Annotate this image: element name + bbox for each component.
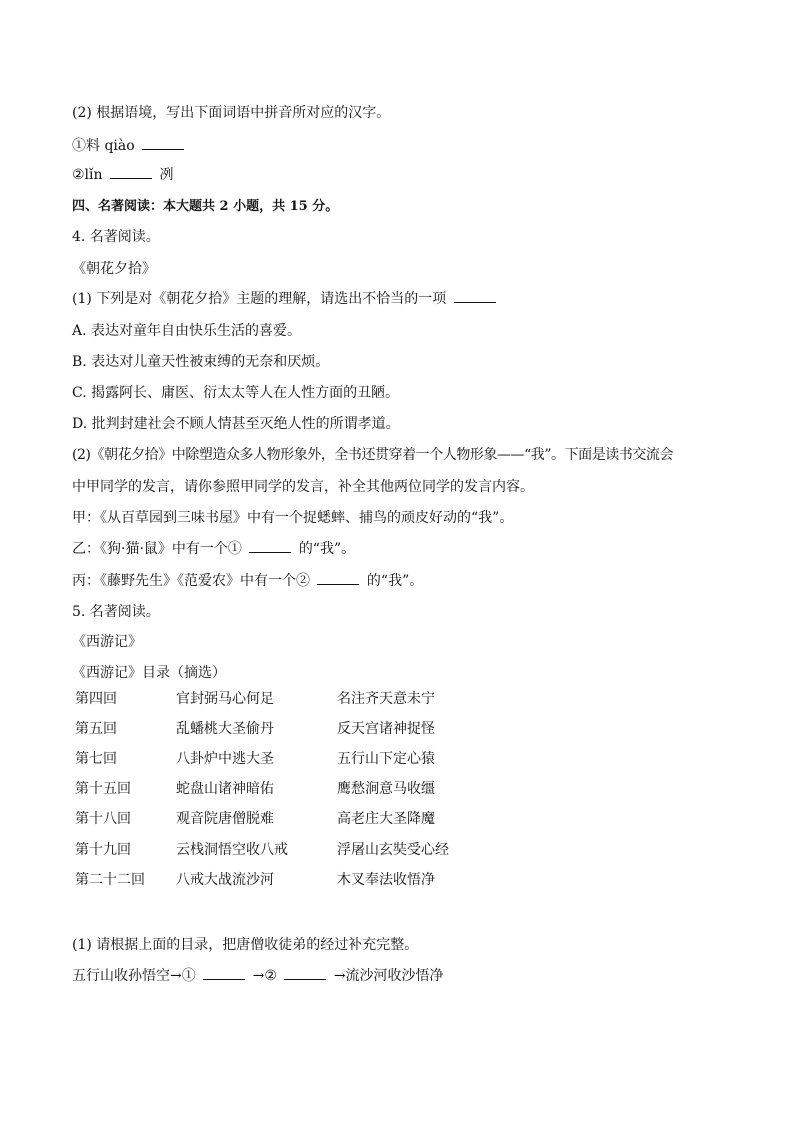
toc-couplet-a: 观音院唐僧脱难 bbox=[176, 811, 274, 827]
q2-item-1-text: ①料 qiào bbox=[72, 138, 135, 154]
q4-2-line-1: (2)《朝花夕拾》中除塑造众多人物形象外，全书还贯穿着一个人物形象——“我”。下面是读书交流会 bbox=[72, 447, 673, 463]
q2-number: (2) bbox=[72, 105, 92, 121]
q4-yi-post: 的“我”。 bbox=[298, 541, 356, 557]
toc-couplet-a: 乱蟠桃大圣偷丹 bbox=[176, 721, 274, 737]
answer-blank[interactable] bbox=[203, 967, 245, 980]
q4-title: 4. 名著阅读。 bbox=[72, 229, 160, 245]
q4-option-b: B. 表达对儿童天性被束缚的无奈和厌烦。 bbox=[72, 354, 330, 370]
q2-item-2-post: 冽 bbox=[159, 167, 174, 183]
answer-blank[interactable] bbox=[249, 540, 291, 553]
q5-1-flow bbox=[72, 967, 444, 985]
q4-speaker-bing bbox=[72, 572, 423, 590]
q2-item-1 bbox=[72, 137, 187, 155]
toc-couplet-b: 鹰愁涧意马收缰 bbox=[337, 781, 435, 797]
toc-couplet-b: 高老庄大圣降魔 bbox=[337, 811, 435, 827]
q4-yi-pre: 乙：《狗·猫·鼠》中有一个① bbox=[72, 541, 242, 557]
toc-couplet-b: 名注齐天意未宁 bbox=[337, 691, 435, 707]
q4-option-a: A. 表达对童年自由快乐生活的喜爱。 bbox=[72, 323, 302, 339]
toc-couplet-a: 蛇盘山诸神暗佑 bbox=[176, 781, 274, 797]
toc-chapter: 第二十二回 bbox=[75, 872, 145, 888]
q4-option-d: D. 批判封建社会不顾人情甚至灭绝人性的所谓孝道。 bbox=[72, 416, 400, 432]
toc-couplet-a: 云栈洞悟空收八戒 bbox=[176, 842, 288, 858]
q2-item-2 bbox=[72, 166, 173, 184]
toc-chapter: 第十九回 bbox=[75, 842, 131, 858]
q2-instruction bbox=[72, 104, 390, 122]
toc-couplet-b: 反天宫诸神捉怪 bbox=[337, 721, 435, 737]
answer-blank[interactable] bbox=[284, 967, 326, 980]
toc-chapter: 第十五回 bbox=[75, 781, 131, 797]
answer-blank[interactable] bbox=[317, 572, 359, 585]
toc-chapter: 第七回 bbox=[75, 751, 117, 767]
q4-book-title: 《朝花夕拾》 bbox=[72, 261, 156, 277]
q5-toc-title: 《西游记》目录（摘选） bbox=[72, 665, 226, 681]
q4-1-question bbox=[72, 290, 499, 308]
q4-speaker-jia: 甲：《从百草园到三味书屋》中有一个捉蟋蟀、捕鸟的顽皮好动的“我”。 bbox=[72, 510, 514, 526]
toc-couplet-a: 八戒大战流沙河 bbox=[176, 872, 274, 888]
q5-title: 5. 名著阅读。 bbox=[72, 604, 160, 620]
q4-2-line-2: 中甲同学的发言，请你参照甲同学的发言，补全其他两位同学的发言内容。 bbox=[72, 479, 534, 495]
q4-1-text: (1) 下列是对《朝花夕拾》主题的理解，请选出不恰当的一项 bbox=[72, 291, 447, 307]
toc-chapter: 第十八回 bbox=[75, 811, 131, 827]
q4-speaker-yi bbox=[72, 540, 355, 558]
q2-text: 根据语境，写出下面词语中拼音所对应的汉字。 bbox=[96, 105, 391, 121]
answer-blank[interactable] bbox=[142, 137, 184, 150]
toc-couplet-b: 浮屠山玄奘受心经 bbox=[337, 842, 449, 858]
toc-chapter: 第四回 bbox=[75, 691, 117, 707]
toc-couplet-a: 官封弼马心何足 bbox=[176, 691, 274, 707]
q5-book-title: 《西游记》 bbox=[72, 634, 142, 650]
toc-chapter: 第五回 bbox=[75, 721, 117, 737]
q2-item-2-pre: ②lǐn bbox=[72, 167, 103, 183]
answer-blank[interactable] bbox=[454, 290, 496, 303]
answer-blank[interactable] bbox=[110, 166, 152, 179]
toc-couplet-b: 木叉奉法收悟净 bbox=[337, 872, 435, 888]
flow-end: →流沙河收沙悟净 bbox=[333, 968, 444, 984]
q4-option-c: C. 揭露阿长、庸医、衍太太等人在人性方面的丑陋。 bbox=[72, 385, 400, 401]
flow-mid: →② bbox=[252, 968, 277, 984]
q5-1-question: (1) 请根据上面的目录，把唐僧收徒弟的经过补充完整。 bbox=[72, 937, 419, 953]
q4-bing-pre: 丙：《藤野先生》《范爱农》中有一个② bbox=[72, 573, 310, 589]
section-4-heading: 四、名著阅读：本大题共 2 小题，共 15 分。 bbox=[72, 199, 339, 214]
toc-couplet-a: 八卦炉中逃大圣 bbox=[176, 751, 274, 767]
q4-bing-post: 的“我”。 bbox=[366, 573, 424, 589]
flow-start: 五行山收孙悟空→① bbox=[72, 968, 196, 984]
toc-couplet-b: 五行山下定心猿 bbox=[337, 751, 435, 767]
